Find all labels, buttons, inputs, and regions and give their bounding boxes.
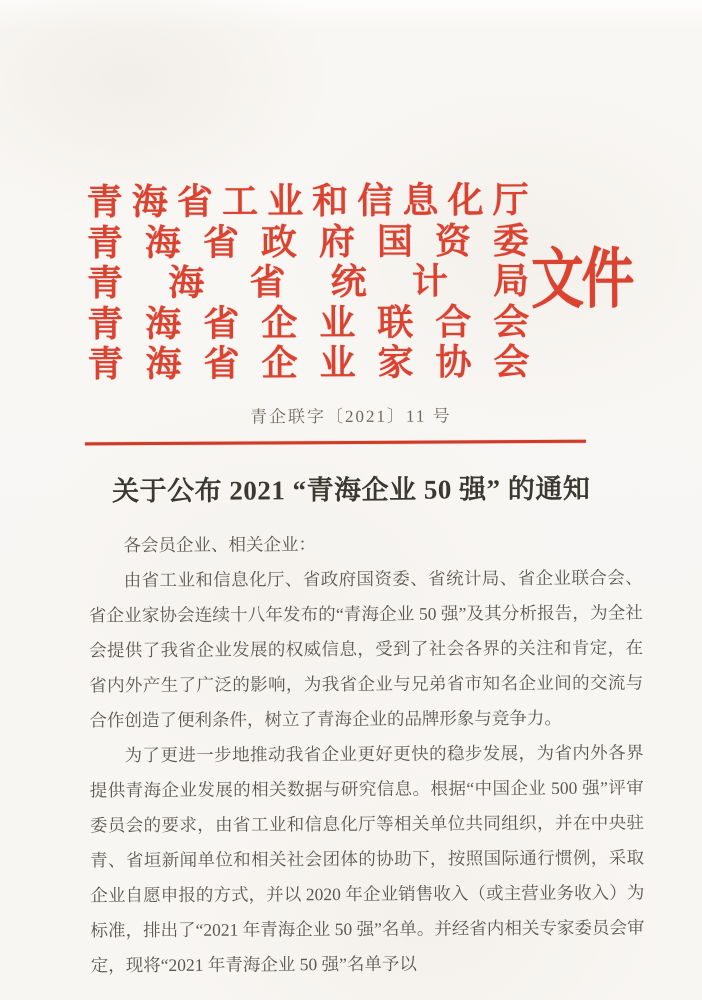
letterhead-line-5: 青海省企业家协会 [87,342,530,385]
body-paragraph-2: 为了更进一步地推动我省企业更好更快的稳步发展，为省内外各界提供青海企业发展的相关数据与研究信息。根据“中国企业 500 强”评审委员会的要求，由省工业和信息化厅等相关单位共同组织，并在中央驻青、省垣新闻单位和相关社会团体的协助下，按照国际通行惯例，采取企业自愿申报的方式，并以 2020 年企业销售收入（或主营业务收入）为标准，排出了“2021 年青海企业 50 强”名单。并经省内相关专家委员会审定，现将“2021 年青海企业 50 强”名单予以 [89,742,645,976]
document-title: 关于公布 2021 “青海企业 50 强” 的通知 [112,473,591,507]
red-divider-line [85,440,586,446]
letterhead-line-4: 青海省企业联合会 [87,301,530,344]
body-paragraph-1: 由省工业和信息化厅、省政府国资委、省统计局、省企业联合会、省企业家协会连续十八年发布的“青海企业 50 强”及其分析报告，为全社会提供了我省企业发展的权威信息，受到了社会各界的关注和肯定，在省内外产生了广泛的影响，为我省企业与兄弟省市知名企业间的交流与合作创造了便利条件，树立了青海企业的品牌形象与竞争力。 [88,567,644,731]
letterhead-line-2: 青海省政府国资委 [86,220,530,263]
letterhead-line-3: 青海省统计局 [87,261,530,304]
letterhead [87,179,658,384]
salutation: 各会员企业、相关企业： [123,534,317,556]
letterhead-org-list [87,180,530,385]
letterhead-line-1: 青海省工业和信息化厅 [86,180,529,223]
letterhead-wenjian-label: 文件 [530,243,633,318]
document-number: 青企联字〔2021〕11 号 [249,406,452,427]
document-body [88,525,644,983]
